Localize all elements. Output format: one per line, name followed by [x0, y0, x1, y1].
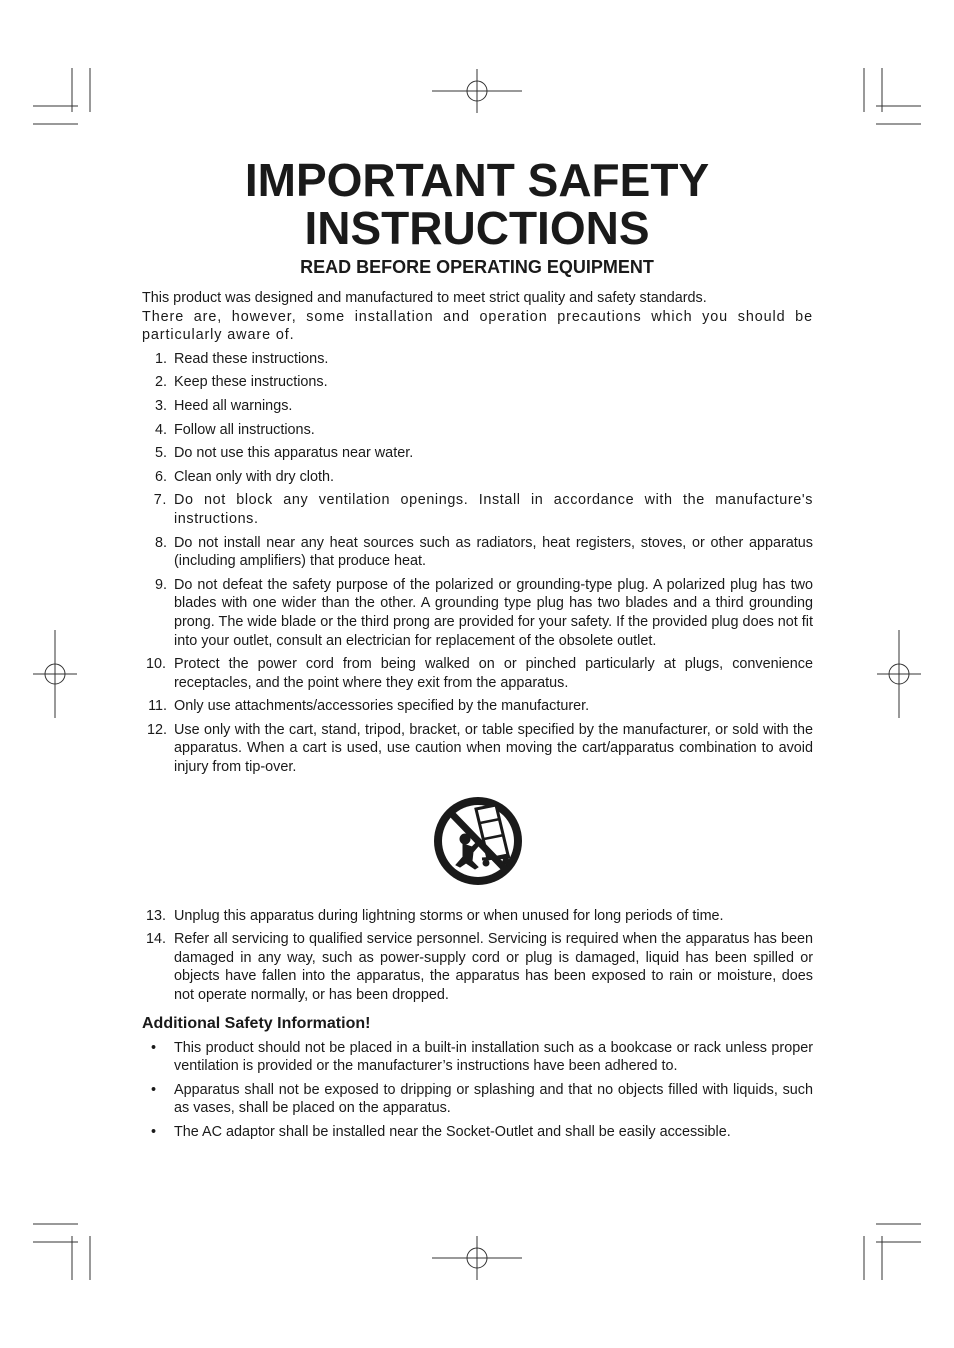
list-item: 11. Only use attachments/accessories specified by the manufacturer.: [148, 698, 590, 715]
instructions-body: [142, 289, 813, 1147]
cart-warning-figure: [142, 795, 813, 889]
title-line-2: INSTRUCTIONS: [304, 202, 650, 254]
title-line-1: IMPORTANT SAFETY: [244, 154, 710, 206]
intro-line-2: There are, however, some installation and operation precautions which you should be particularly aware of.: [142, 308, 813, 344]
list-item: • The AC adaptor shall be installed near the Socket-Outlet and shall be easily accessible.: [151, 1124, 731, 1140]
list-item: 5. Do not use this apparatus near water.: [154, 445, 414, 462]
crop-mark-icon: [33, 1224, 90, 1280]
list-item: 10. Protect the power cord from being walked on or pinched particularly at plugs, convenience receptacles, and the point where they exit from the apparatus.: [146, 656, 813, 691]
list-item: • This product should not be placed in a built-in installation such as a bookcase or rack unless proper ventilation is provided or the manufacturer’s instructions have been adhered to.: [151, 1039, 813, 1075]
registration-mark-icon: [432, 1236, 522, 1280]
list-item: 1. Read these instructions.: [154, 350, 329, 367]
list-item: 9. Do not defeat the safety purpose of the polarized or grounding-type plug. A polarized plug has two blades with one wider than the other. A grounding type plug has two blades and a third grounding prong. The wide blade or the third prong are provided for your safety. If the provided plug does not fit into your outlet, consult an electrician for replacement of the obsolete outlet.: [154, 576, 813, 649]
intro-paragraph: [142, 289, 813, 345]
page-subtitle: READ BEFORE OPERATING EQUIPMENT: [300, 257, 654, 277]
bullet-icon: •: [151, 1124, 157, 1140]
registration-mark-icon: [432, 69, 522, 113]
registration-mark-icon: [33, 630, 77, 718]
list-item: 4. Follow all instructions.: [154, 421, 315, 438]
list-item: 14. Refer all servicing to qualified service personnel. Servicing is required when the apparatus has been damaged in any way, such as power-supply cord or plug is damaged, liquid has been spilled or objects have fallen into the apparatus, the apparatus has been exposed to rain or moisture, does not operate normally, or has been dropped.: [146, 931, 813, 1004]
crop-mark-icon: [864, 68, 921, 124]
instruction-list-part-1: [142, 350, 813, 777]
bullet-icon: •: [151, 1081, 157, 1098]
list-item: 12. Use only with the cart, stand, tripod, bracket, or table specified by the manufacturer, or sold with the apparatus. When a cart is used, use caution when moving the cart/apparatus combination to avoid injury from tip-over.: [146, 721, 813, 776]
list-item: 8. Do not install near any heat sources such as radiators, heat registers, stoves, or other apparatus (including amplifiers) that produce heat.: [154, 534, 813, 570]
list-item: 6. Clean only with dry cloth.: [154, 468, 334, 485]
list-item: 13. Unplug this apparatus during lightning storms or when unused for long periods of time.: [146, 907, 724, 924]
crop-mark-icon: [33, 68, 90, 124]
additional-safety-list: [142, 1039, 813, 1142]
list-item: 7. Do not block any ventilation openings. Install in accordance with the manufacture's instructions.: [153, 492, 813, 527]
additional-safety-heading: Additional Safety Information!: [142, 1014, 371, 1032]
list-item: 3. Heed all warnings.: [154, 397, 293, 414]
list-item: 2. Keep these instructions.: [154, 374, 328, 391]
instruction-list-part-2: [142, 907, 813, 1005]
cart-tip-over-warning-icon: [432, 795, 524, 887]
list-item: • Apparatus shall not be exposed to dripping or splashing and that no objects filled with liquids, such as vases, shall be placed on the apparatus.: [151, 1081, 813, 1117]
bullet-icon: •: [151, 1039, 157, 1056]
registration-mark-icon: [877, 630, 921, 718]
page-title: [0, 156, 954, 252]
intro-line-1: This product was designed and manufactured to meet strict quality and safety standards.: [142, 290, 707, 306]
crop-mark-icon: [864, 1224, 921, 1280]
